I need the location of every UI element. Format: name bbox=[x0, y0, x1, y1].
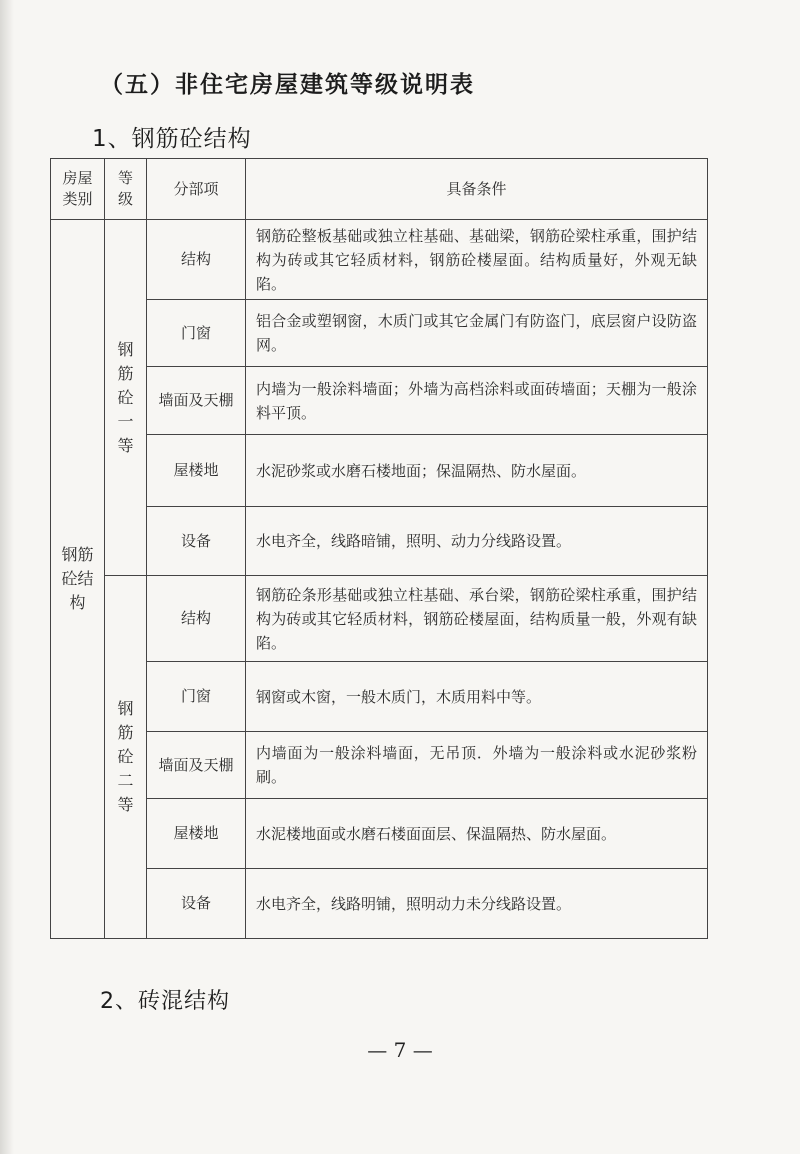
table-header-row bbox=[51, 159, 708, 220]
table-row bbox=[51, 300, 708, 367]
conditions-cell: 铝合金或塑钢窗，木质门或其它金属门有防盗门，底层窗户设防盗网。 bbox=[246, 300, 708, 367]
header-category: 房屋类别 bbox=[51, 159, 105, 220]
header-grade: 等级 bbox=[105, 159, 147, 220]
table-row bbox=[51, 732, 708, 799]
table-row bbox=[51, 576, 708, 662]
part-cell: 门窗 bbox=[147, 300, 246, 367]
grade-cell-first: 钢筋砼一等 bbox=[105, 220, 147, 576]
conditions-cell: 水电齐全，线路明铺，照明动力未分线路设置。 bbox=[246, 869, 708, 939]
part-cell: 墙面及天棚 bbox=[147, 732, 246, 799]
table-row bbox=[51, 799, 708, 869]
table-row bbox=[51, 869, 708, 939]
conditions-cell: 内墙面为一般涂料墙面，无吊顶．外墙为一般涂料或水泥砂浆粉刷。 bbox=[246, 732, 708, 799]
part-cell: 结构 bbox=[147, 576, 246, 662]
category-cell: 钢筋砼结构 bbox=[51, 220, 105, 939]
section-title-reinforced-concrete: 1、钢筋砼结构 bbox=[92, 126, 252, 152]
grade-cell-second: 钢筋砼二等 bbox=[105, 576, 147, 939]
table-row bbox=[51, 367, 708, 435]
document-heading: （五）非住宅房屋建筑等级说明表 bbox=[100, 72, 475, 98]
section-title-brick-concrete: 2、砖混结构 bbox=[100, 989, 230, 1014]
conditions-cell: 水泥楼地面或水磨石楼面面层、保温隔热、防水屋面。 bbox=[246, 799, 708, 869]
conditions-cell: 钢筋砼条形基础或独立柱基础、承台梁，钢筋砼梁柱承重，围护结构为砖或其它轻质材料，钢筋砼楼屋面，结构质量一般，外观有缺陷。 bbox=[246, 576, 708, 662]
part-cell: 设备 bbox=[147, 869, 246, 939]
building-grade-table bbox=[50, 158, 708, 939]
part-cell: 屋楼地 bbox=[147, 799, 246, 869]
page-number: — 7 — bbox=[367, 1038, 433, 1062]
part-cell: 墙面及天棚 bbox=[147, 367, 246, 435]
part-cell: 屋楼地 bbox=[147, 435, 246, 507]
table-row bbox=[51, 662, 708, 732]
conditions-cell: 水电齐全，线路暗铺，照明、动力分线路设置。 bbox=[246, 507, 708, 576]
table-row bbox=[51, 435, 708, 507]
part-cell: 设备 bbox=[147, 507, 246, 576]
table-row bbox=[51, 507, 708, 576]
conditions-cell: 水泥砂浆或水磨石楼地面；保温隔热、防水屋面。 bbox=[246, 435, 708, 507]
conditions-cell: 钢窗或木窗，一般木质门，木质用料中等。 bbox=[246, 662, 708, 732]
table-row bbox=[51, 220, 708, 300]
header-part: 分部项 bbox=[147, 159, 246, 220]
header-conditions: 具备条件 bbox=[246, 159, 708, 220]
part-cell: 结构 bbox=[147, 220, 246, 300]
conditions-cell: 钢筋砼整板基础或独立柱基础、基础梁，钢筋砼梁柱承重，围护结构为砖或其它轻质材料，钢筋砼楼屋面。结构质量好，外观无缺陷。 bbox=[246, 220, 708, 300]
part-cell: 门窗 bbox=[147, 662, 246, 732]
conditions-cell: 内墙为一般涂料墙面；外墙为高档涂料或面砖墙面；天棚为一般涂料平顶。 bbox=[246, 367, 708, 435]
page-edge-shadow bbox=[0, 0, 14, 1154]
